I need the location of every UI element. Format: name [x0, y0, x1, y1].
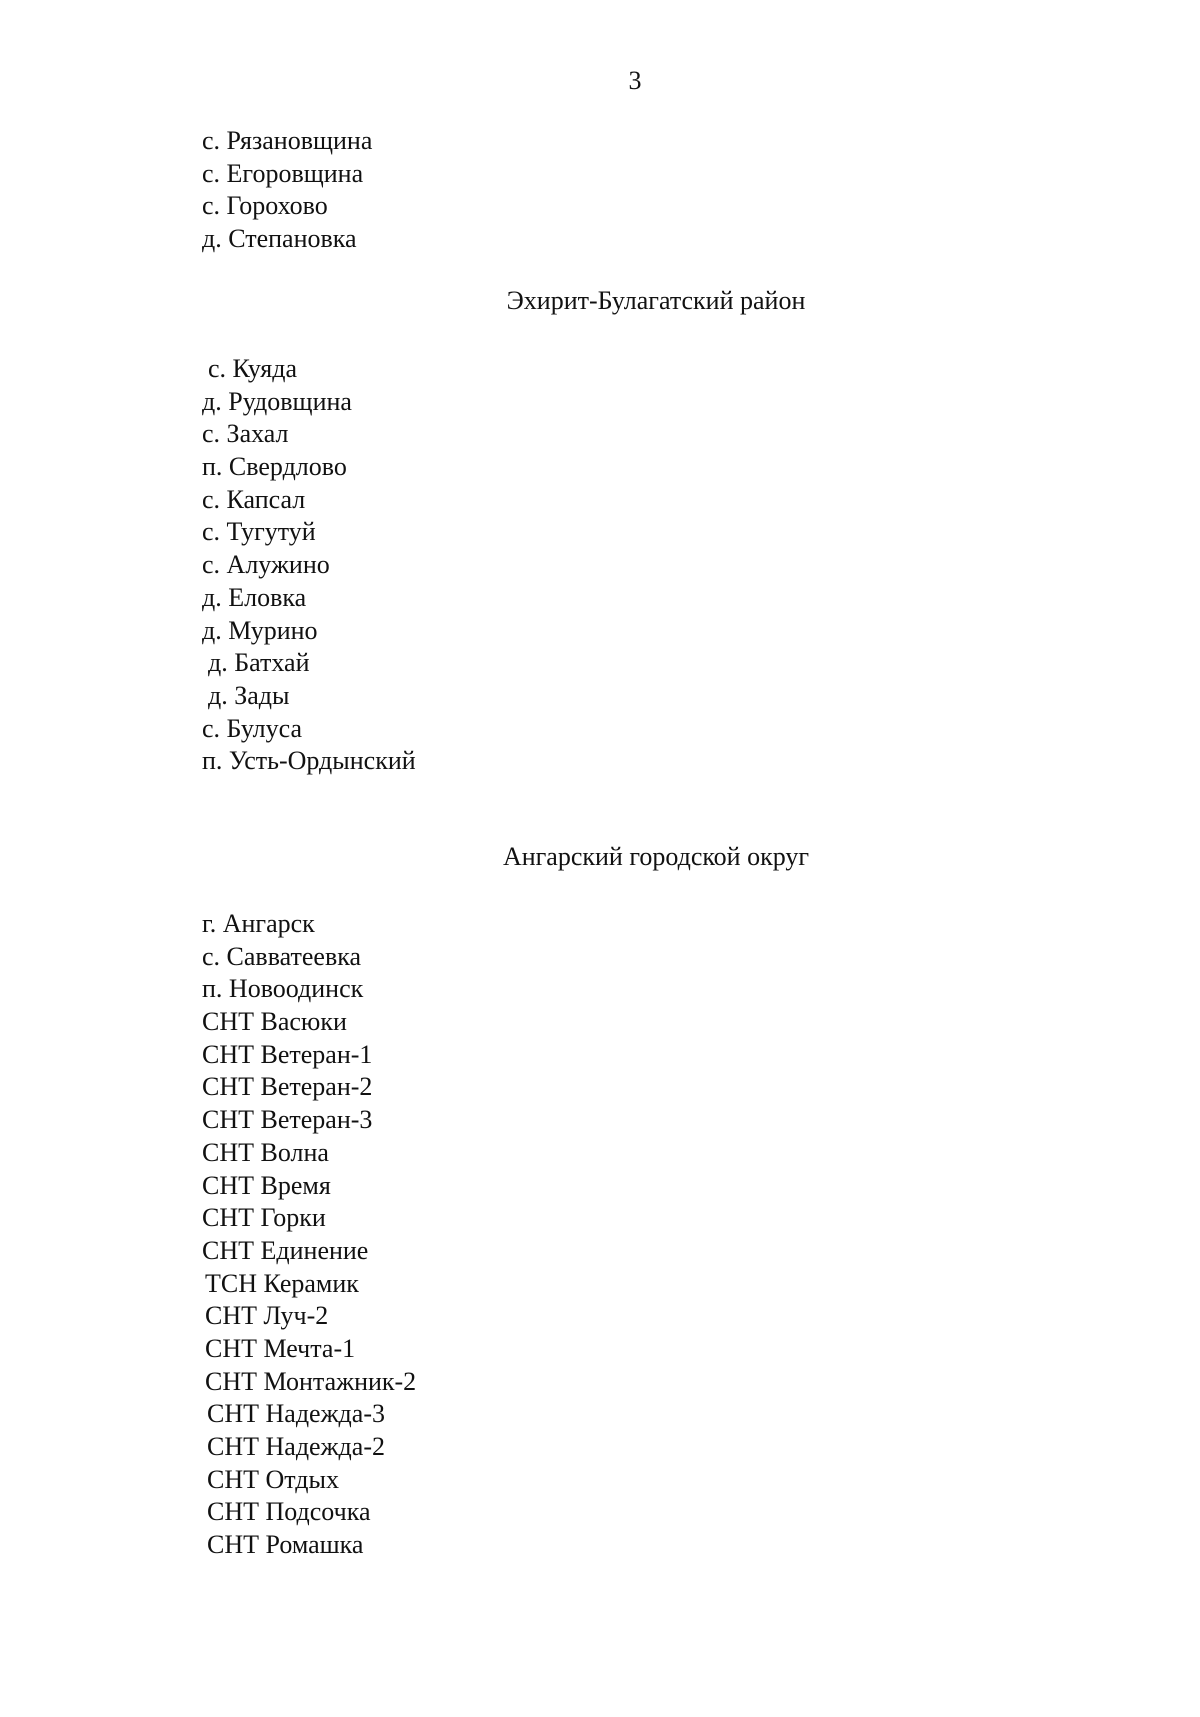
section-heading-ekhirit-bulagatsky: Эхирит-Булагатский район [506, 286, 806, 315]
list-item: СНТ Время [202, 1170, 331, 1200]
list-item: с. Капсал [202, 484, 306, 514]
section-heading-angarsky: Ангарский городской округ [502, 842, 810, 871]
list-item: СНТ Ромашка [207, 1530, 364, 1560]
list-item: СНТ Подсочка [207, 1497, 371, 1527]
list-item: СНТ Единение [202, 1235, 369, 1265]
settlement-list-continued [202, 125, 372, 256]
list-item: д. Еловка [202, 582, 307, 612]
list-item: с. Савватеевка [202, 941, 361, 971]
list-item: д. Зады [208, 680, 290, 710]
list-item: с. Захал [202, 419, 289, 449]
list-item: п. Новоодинск [202, 974, 364, 1004]
list-item: СНТ Мечта-1 [205, 1333, 356, 1363]
list-item: СНТ Горки [202, 1203, 326, 1233]
list-item: д. Батхай [208, 648, 310, 678]
list-item: СНТ Ветеран-3 [202, 1105, 373, 1135]
list-item: СНТ Луч-2 [205, 1301, 329, 1331]
list-item: д. Рудовщина [202, 386, 352, 416]
list-item: СНТ Ветеран-1 [202, 1039, 373, 1069]
list-item: с. Рязановщина [202, 126, 373, 155]
list-item: с. Горохово [202, 191, 328, 221]
settlement-list-angarsky [202, 908, 416, 1562]
page-number: 3 [628, 66, 642, 95]
list-item: с. Куяда [208, 354, 298, 383]
list-item: п. Свердлово [202, 452, 347, 482]
list-item: с. Алужино [202, 550, 330, 580]
list-item: СНТ Монтажник-2 [205, 1366, 417, 1396]
list-item: п. Усть-Ордынский [202, 746, 416, 776]
list-item: д. Степановка [202, 224, 357, 254]
list-item: ТСН Керамик [205, 1268, 359, 1298]
list-item: СНТ Волна [202, 1137, 329, 1167]
list-item: с. Булуса [202, 713, 303, 743]
list-item: д. Мурино [202, 615, 318, 645]
list-item: г. Ангарск [202, 909, 315, 938]
list-item: с. Егоровщина [202, 158, 364, 188]
list-item: СНТ Васюки [202, 1007, 347, 1037]
settlement-list-ekhirit-bulagatsky [202, 353, 416, 778]
list-item: СНТ Ветеран-2 [202, 1072, 373, 1102]
list-item: СНТ Надежда-2 [207, 1432, 385, 1461]
list-item: СНТ Отдых [207, 1464, 339, 1494]
list-item: СНТ Надежда-3 [207, 1399, 385, 1429]
list-item: с. Тугутуй [202, 517, 316, 547]
